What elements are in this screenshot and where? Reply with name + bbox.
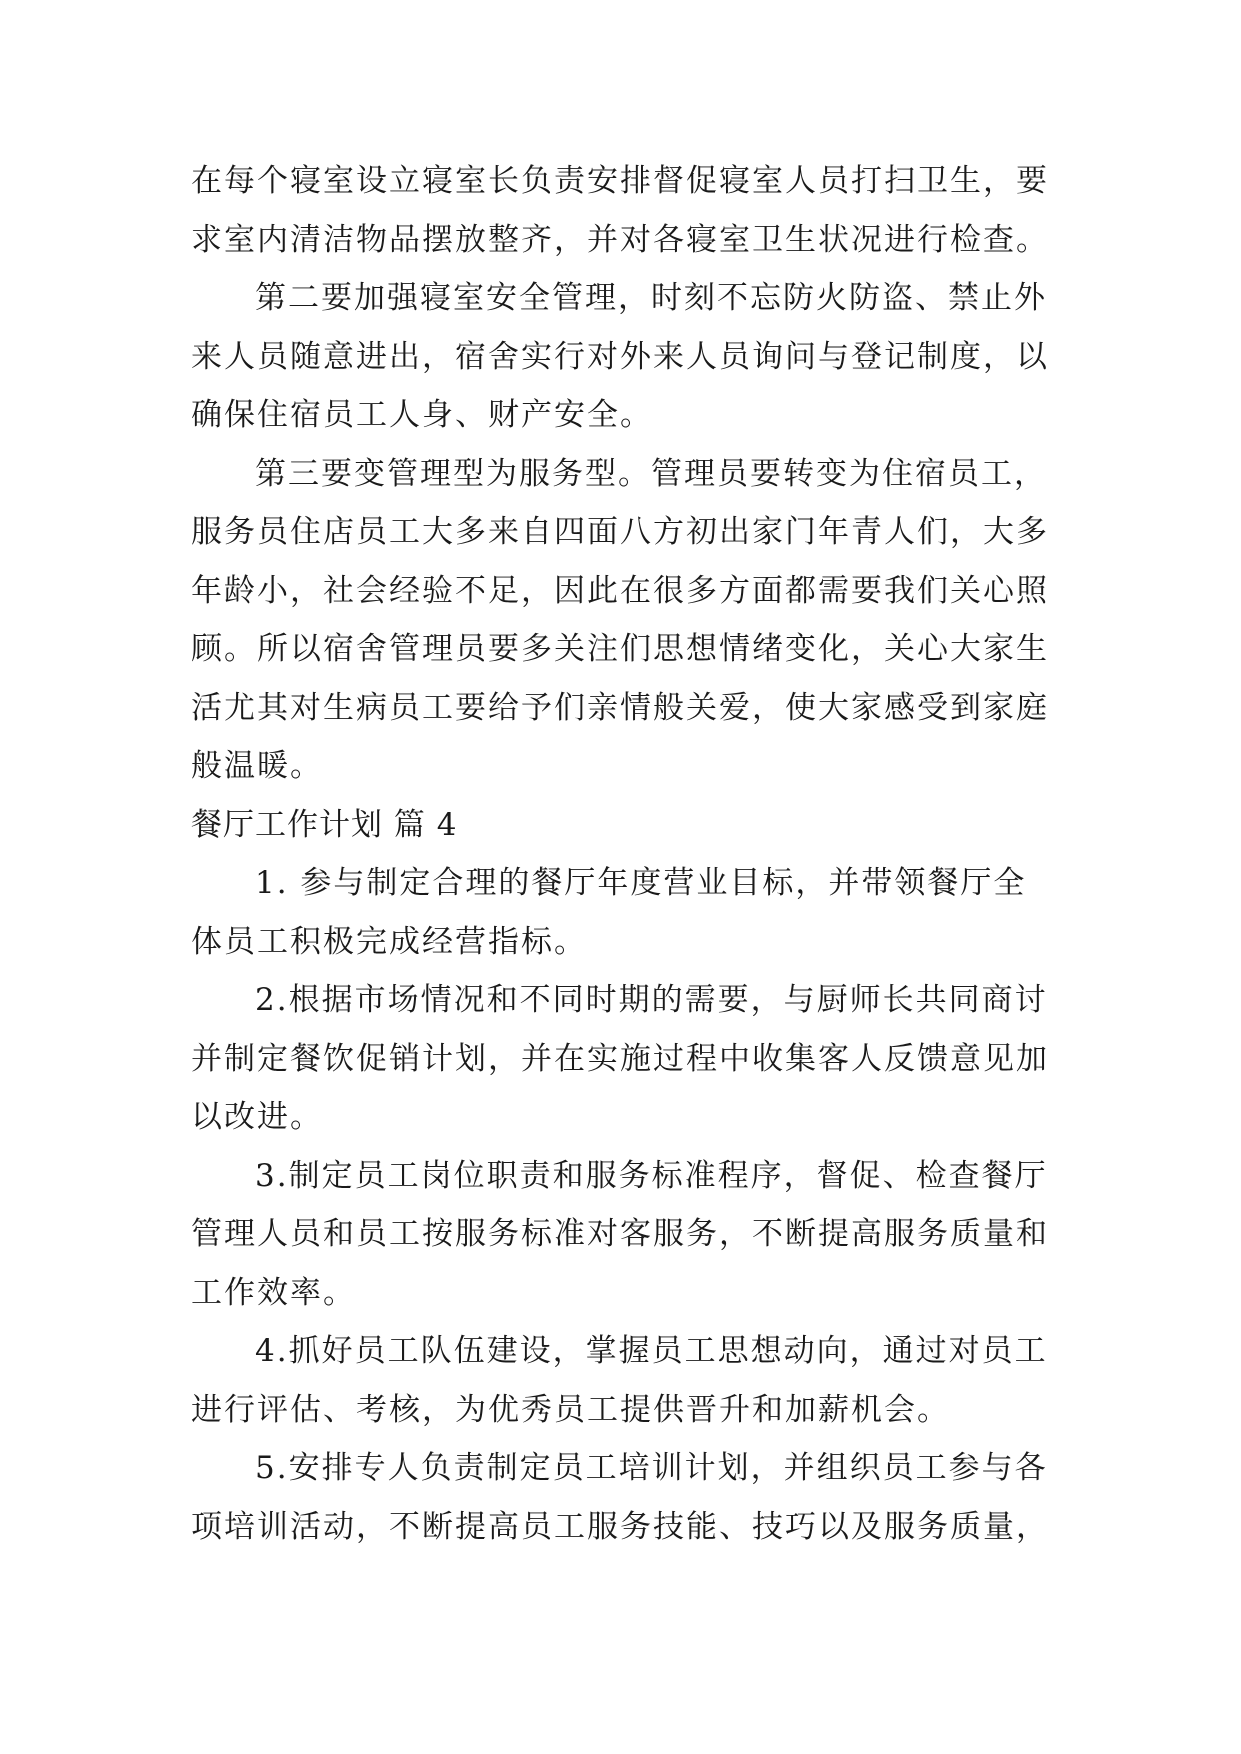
text-line: 服务员住店员工大多来自四面八方初出家门年青人们，大多 (191, 514, 1049, 550)
text-line: 求室内清洁物品摆放整齐，并对各寝室卫生状况进行检查。 (191, 221, 1049, 258)
text-line: 来人员随意进出，宿舍实行对外来人员询问与登记制度，以 (191, 338, 1049, 375)
text-line: 并制定餐饮促销计划，并在实施过程中收集客人反馈意见加 (191, 1040, 1049, 1077)
text-line: 2.根据市场情况和不同时期的需要，与厨师长共同商讨 (255, 982, 1048, 1018)
text-line: 在每个寝室设立寝室长负责安排督促寝室人员打扫卫生，要 (191, 163, 1049, 199)
document-body (191, 152, 1071, 1556)
text-line: 4.抓好员工队伍建设，掌握员工思想动向，通过对员工 (255, 1333, 1048, 1369)
text-line: 确保住宿员工人身、财产安全。 (191, 397, 653, 433)
text-line: 1. 参与制定合理的餐厅年度营业目标，并带领餐厅全 (255, 865, 1027, 901)
text-line: 以改进。 (191, 1099, 323, 1135)
text-line: 进行评估、考核，为优秀员工提供晋升和加薪机会。 (191, 1391, 950, 1428)
text-line: 年龄小，社会经验不足，因此在很多方面都需要我们关心照 (191, 572, 1049, 609)
section-heading: 餐厅工作计划 篇 4 (191, 806, 458, 843)
text-line: 第二要加强寝室安全管理，时刻不忘防火防盗、禁止外 (255, 280, 1047, 316)
text-line: 3.制定员工岗位职责和服务标准程序，督促、检查餐厅 (255, 1157, 1048, 1194)
text-line: 体员工积极完成经营指标。 (191, 923, 587, 960)
text-line: 管理人员和员工按服务标准对客服务，不断提高服务质量和 (191, 1216, 1049, 1252)
text-line: 工作效率。 (191, 1274, 356, 1311)
text-line: 顾。所以宿舍管理员要多关注们思想情绪变化，关心大家生 (191, 631, 1049, 667)
text-line: 般温暖。 (191, 748, 323, 784)
text-line: 第三要变管理型为服务型。管理员要转变为住宿员工， (255, 455, 1047, 492)
text-line: 5.安排专人负责制定员工培训计划，并组织员工参与各 (255, 1450, 1048, 1486)
text-line: 活尤其对生病员工要给予们亲情般关爱，使大家感受到家庭 (191, 689, 1049, 726)
text-line: 项培训活动，不断提高员工服务技能、技巧以及服务质量， (191, 1508, 1049, 1545)
